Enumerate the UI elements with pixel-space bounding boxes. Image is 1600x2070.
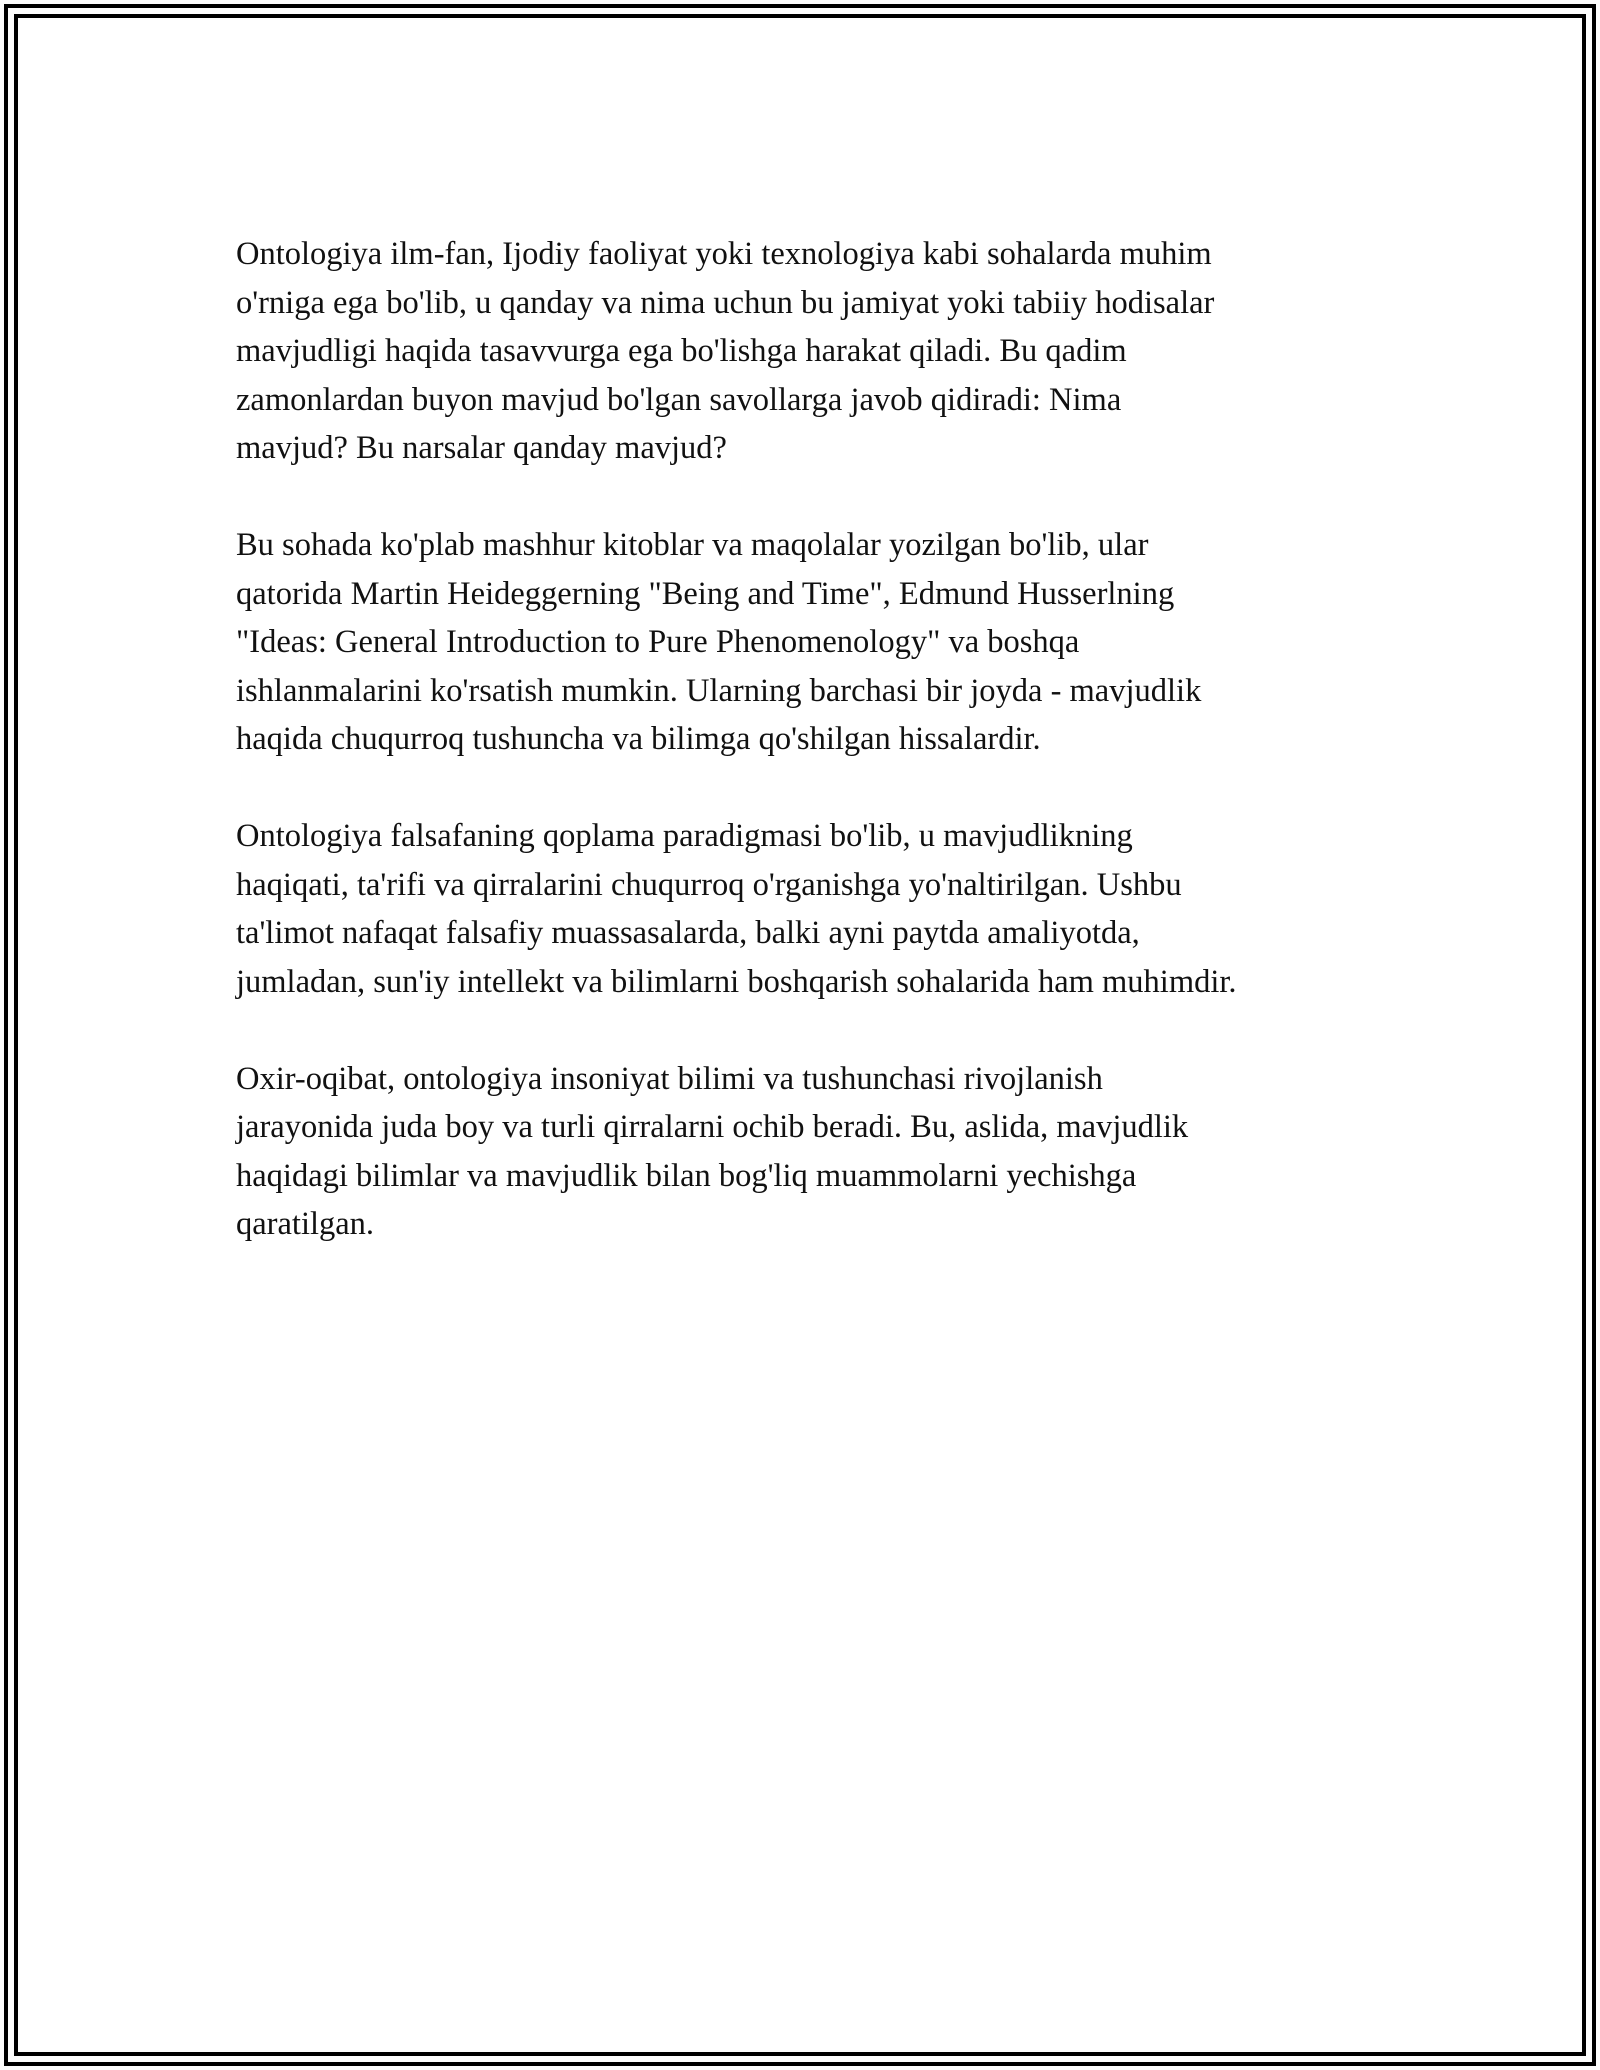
text-line: haqidagi bilimlar va mavjudlik bilan bog'liq muammolarni yechishga [236,1157,1137,1194]
text-line: zamonlardan buyon mavjud bo'lgan savollarga javob qidiradi: Nima [236,381,1122,418]
text-line: Ontologiya falsafaning qoplama paradigmasi bo'lib, u mavjudlikning [236,818,1133,854]
text-line: Oxir-oqibat, ontologiya insoniyat bilimi va tushunchasi rivojlanish [236,1060,1103,1097]
text-line: jarayonida juda boy va turli qirralarni ochib beradi. Bu, aslida, mavjudlik [236,1109,1189,1145]
text-line: mavjud? Bu narsalar qanday mavjud? [236,430,727,466]
document-body [236,230,1396,1249]
text-line: "Ideas: General Introduction to Pure Phenomenology" va boshqa [236,624,1080,660]
text-line: qatorida Martin Heideggerning "Being and Time", Edmund Husserlning [236,575,1175,612]
text-line: qaratilgan. [236,1206,375,1242]
text-line: jumladan, sun'iy intellekt va bilimlarni boshqarish sohalarida ham muhimdir. [236,963,1237,1000]
text-line: ta'limot nafaqat falsafiy muassasalarda, balki ayni paytda amaliyotda, [236,915,1140,951]
text-line: Ontologiya ilm-fan, Ijodiy faoliyat yoki texnologiya kabi sohalarda muhim [236,236,1212,272]
text-line: haqiqati, ta'rifi va qirralarini chuqurroq o'rganishga yo'naltirilgan. Ushbu [236,866,1182,903]
text-line: Bu sohada ko'plab mashhur kitoblar va maqolalar yozilgan bo'lib, ular [236,527,1149,563]
text-line: o'rniga ega bo'lib, u qanday va nima uchun bu jamiyat yoki tabiiy hodisalar [236,284,1215,321]
text-line: haqida chuqurroq tushuncha va bilimga qo'shilgan hissalardir. [236,721,1041,757]
paragraph-4 [236,1055,1396,1249]
text-line: mavjudligi haqida tasavvurga ega bo'lishga harakat qiladi. Bu qadim [236,333,1127,369]
text-line: ishlanmalarini ko'rsatish mumkin. Ularning barchasi bir joyda - mavjudlik [236,672,1202,709]
paragraph-3 [236,812,1396,1006]
paragraph-1 [236,230,1396,473]
paragraph-2 [236,521,1396,764]
